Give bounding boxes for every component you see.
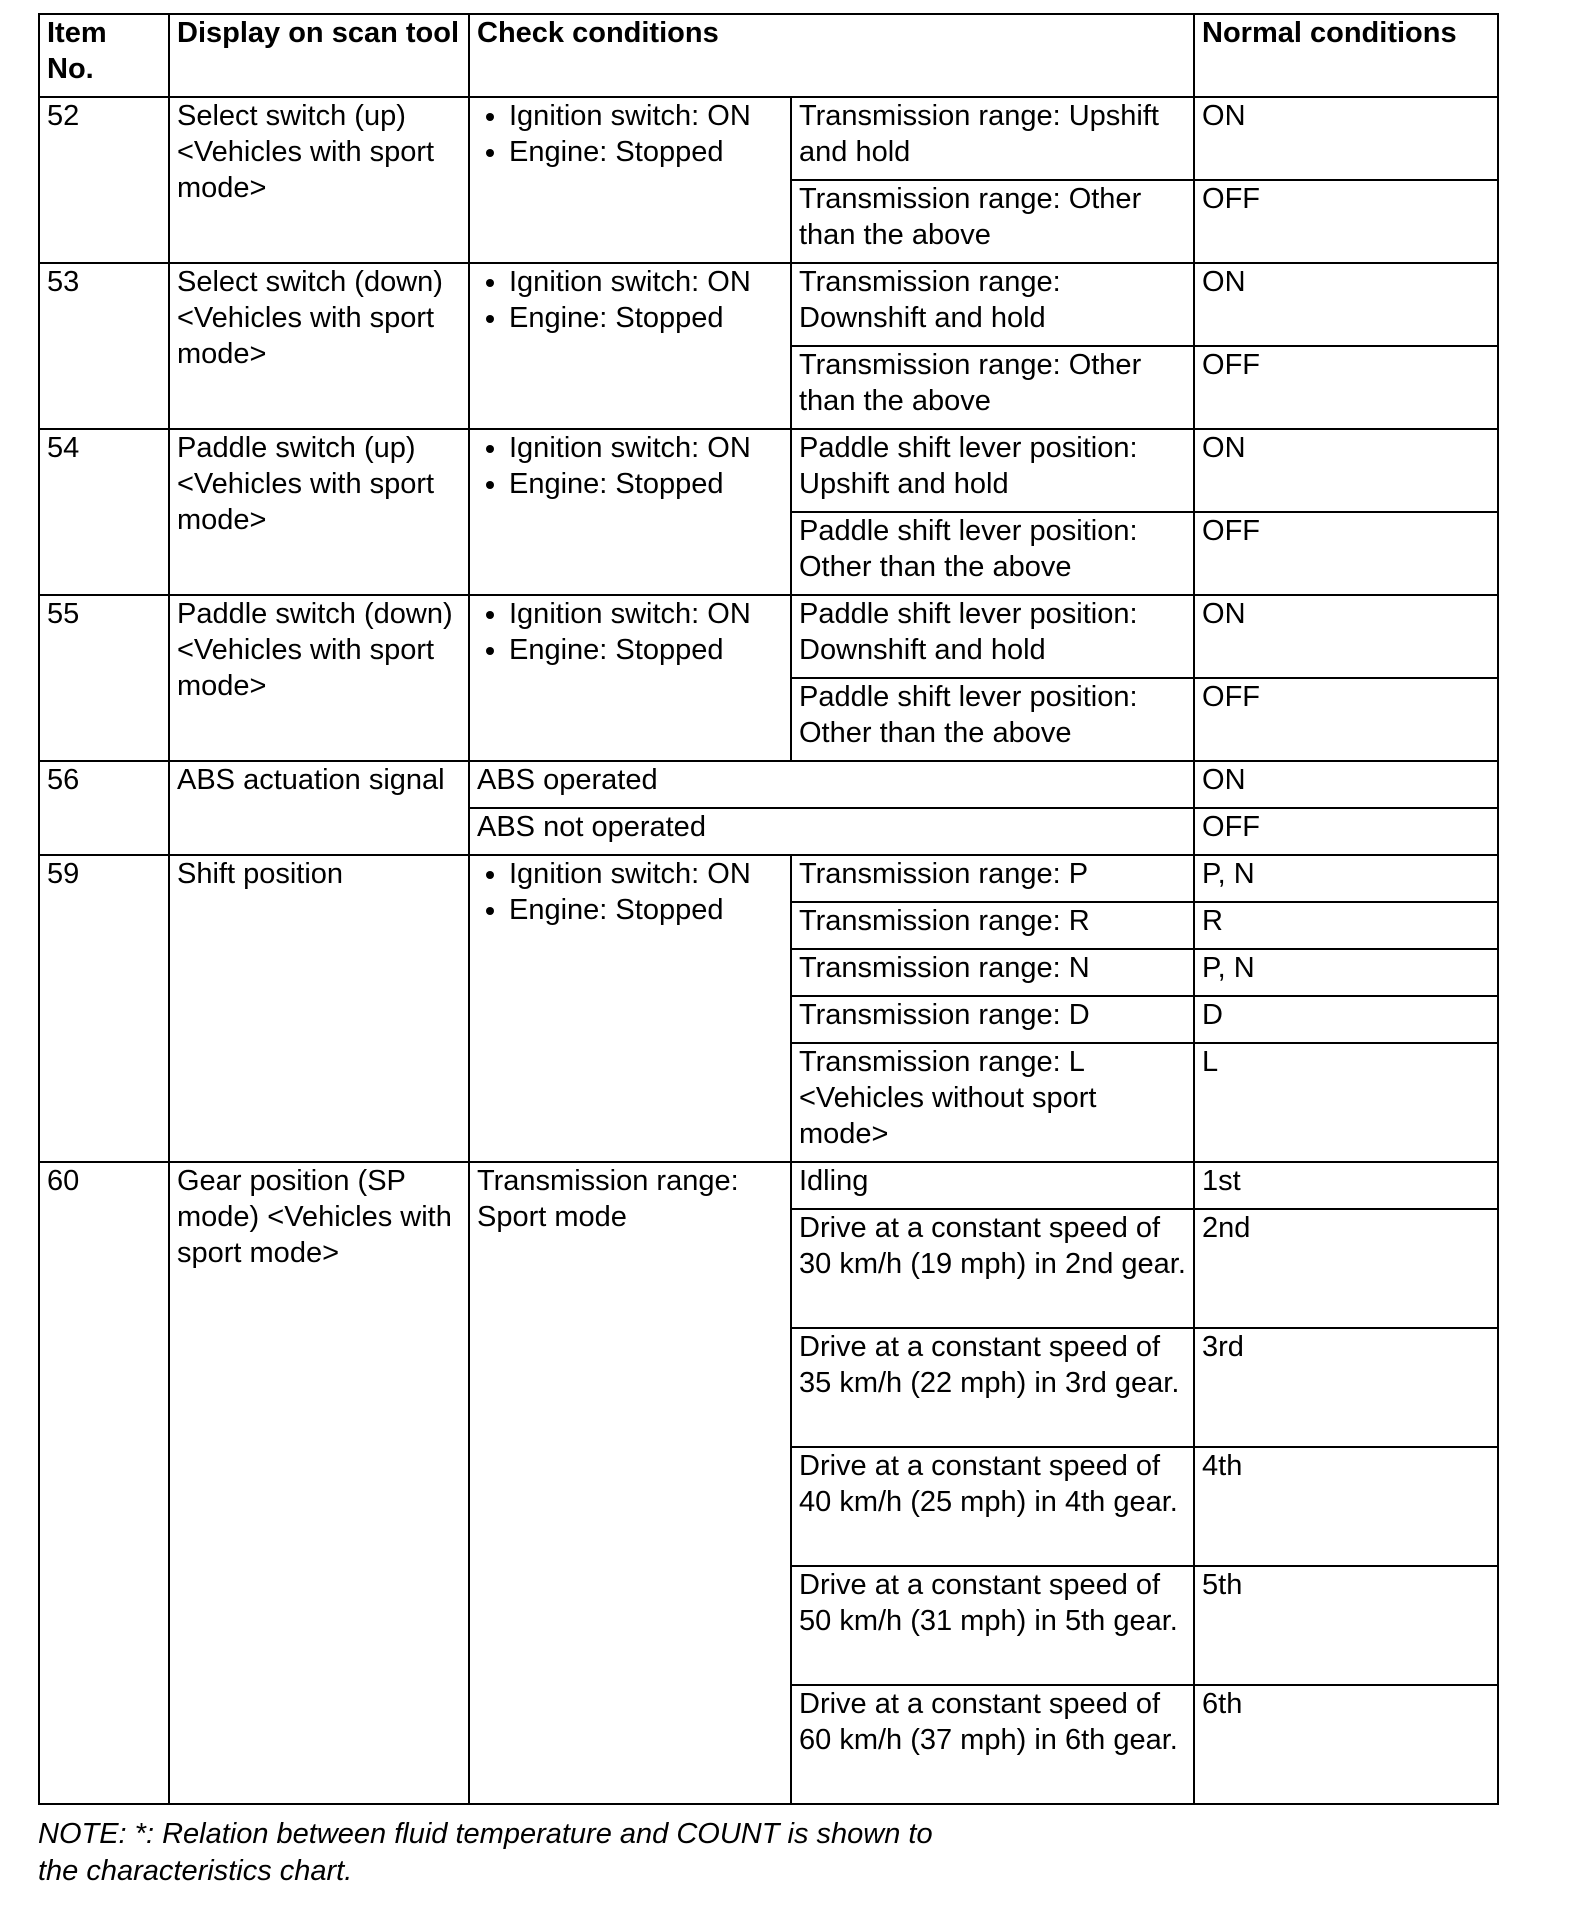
- header-normal-conditions: Normal conditions: [1194, 14, 1498, 97]
- condition-cell: Transmission range: Downshift and hold: [791, 263, 1194, 346]
- bullet-ignition: • Ignition switch: ON: [509, 430, 783, 466]
- bullet-engine: • Engine: Stopped: [509, 892, 783, 928]
- table-header-row: [39, 14, 1498, 97]
- normal-cell: OFF: [1194, 512, 1498, 595]
- bullet-ignition: • Ignition switch: ON: [509, 264, 783, 300]
- item-number: 55: [39, 595, 169, 761]
- normal-cell: R: [1194, 902, 1498, 949]
- display-label: Gear position (SP mode) <Vehicles with sport mode>: [169, 1162, 469, 1804]
- item-number: 56: [39, 761, 169, 855]
- table-row: [39, 595, 1498, 678]
- check-bullets: [469, 855, 791, 1162]
- item-number: 52: [39, 97, 169, 263]
- item-number: 53: [39, 263, 169, 429]
- display-label: Select switch (down) <Vehicles with sport mode>: [169, 263, 469, 429]
- normal-cell: 5th: [1194, 1566, 1498, 1685]
- display-label: Select switch (up) <Vehicles with sport mode>: [169, 97, 469, 263]
- bullet-ignition: • Ignition switch: ON: [509, 98, 783, 134]
- normal-cell: OFF: [1194, 346, 1498, 429]
- normal-cell: 6th: [1194, 1685, 1498, 1804]
- condition-cell: Transmission range: L <Vehicles without sport mode>: [791, 1043, 1194, 1162]
- condition-cell: Drive at a constant speed of 40 km/h (25 mph) in 4th gear.: [791, 1447, 1194, 1566]
- display-label: Shift position: [169, 855, 469, 1162]
- normal-cell: 4th: [1194, 1447, 1498, 1566]
- normal-cell: 2nd: [1194, 1209, 1498, 1328]
- condition-cell: Transmission range: D: [791, 996, 1194, 1043]
- bullet-engine: • Engine: Stopped: [509, 300, 783, 336]
- condition-cell: Transmission range: Other than the above: [791, 180, 1194, 263]
- scan-tool-data-table: [38, 13, 1499, 1805]
- footnote: NOTE: *: Relation between fluid temperature and COUNT is shown to the characteristics chart.: [38, 1818, 933, 1887]
- table-row: [39, 855, 1498, 902]
- condition-cell: Idling: [791, 1162, 1194, 1209]
- normal-cell: OFF: [1194, 678, 1498, 761]
- normal-cell: 1st: [1194, 1162, 1498, 1209]
- table-row: [39, 761, 1498, 808]
- condition-cell: Transmission range: Other than the above: [791, 346, 1194, 429]
- bullet-engine: • Engine: Stopped: [509, 134, 783, 170]
- condition-cell: Transmission range: R: [791, 902, 1194, 949]
- bullet-engine: • Engine: Stopped: [509, 466, 783, 502]
- display-label: Paddle switch (down) <Vehicles with sport mode>: [169, 595, 469, 761]
- condition-cell: Transmission range: P: [791, 855, 1194, 902]
- condition-cell: ABS not operated: [469, 808, 1194, 855]
- check-bullets: [469, 429, 791, 595]
- display-label: ABS actuation signal: [169, 761, 469, 855]
- condition-cell: Paddle shift lever position: Downshift and hold: [791, 595, 1194, 678]
- bullet-engine: • Engine: Stopped: [509, 632, 783, 668]
- item-number: 60: [39, 1162, 169, 1804]
- normal-cell: ON: [1194, 429, 1498, 512]
- normal-cell: P, N: [1194, 949, 1498, 996]
- condition-cell: Drive at a constant speed of 60 km/h (37 mph) in 6th gear.: [791, 1685, 1194, 1804]
- normal-cell: P, N: [1194, 855, 1498, 902]
- bullet-ignition: • Ignition switch: ON: [509, 856, 783, 892]
- condition-cell: Paddle shift lever position: Other than the above: [791, 678, 1194, 761]
- condition-cell: Transmission range: Upshift and hold: [791, 97, 1194, 180]
- check-bullets: [469, 263, 791, 429]
- item-number: 59: [39, 855, 169, 1162]
- table-row: [39, 97, 1498, 180]
- normal-cell: 3rd: [1194, 1328, 1498, 1447]
- display-label: Paddle switch (up) <Vehicles with sport mode>: [169, 429, 469, 595]
- bullet-ignition: • Ignition switch: ON: [509, 596, 783, 632]
- condition-cell: Paddle shift lever position: Other than the above: [791, 512, 1194, 595]
- condition-cell: ABS operated: [469, 761, 1194, 808]
- item-number: 54: [39, 429, 169, 595]
- normal-cell: OFF: [1194, 180, 1498, 263]
- normal-cell: ON: [1194, 97, 1498, 180]
- condition-cell: Paddle shift lever position: Upshift and hold: [791, 429, 1194, 512]
- condition-cell: Transmission range: N: [791, 949, 1194, 996]
- table-row: [39, 1162, 1498, 1209]
- header-display: Display on scan tool: [169, 14, 469, 97]
- header-check-conditions: Check conditions: [469, 14, 1194, 97]
- normal-cell: L: [1194, 1043, 1498, 1162]
- normal-cell: D: [1194, 996, 1498, 1043]
- check-text: Transmission range: Sport mode: [469, 1162, 791, 1804]
- check-bullets: [469, 595, 791, 761]
- normal-cell: ON: [1194, 263, 1498, 346]
- normal-cell: ON: [1194, 595, 1498, 678]
- header-item-no: Item No.: [39, 14, 169, 97]
- table-row: [39, 429, 1498, 512]
- normal-cell: OFF: [1194, 808, 1498, 855]
- normal-cell: ON: [1194, 761, 1498, 808]
- table-row: [39, 263, 1498, 346]
- condition-cell: Drive at a constant speed of 50 km/h (31 mph) in 5th gear.: [791, 1566, 1194, 1685]
- check-bullets: [469, 97, 791, 263]
- condition-cell: Drive at a constant speed of 35 km/h (22 mph) in 3rd gear.: [791, 1328, 1194, 1447]
- condition-cell: Drive at a constant speed of 30 km/h (19 mph) in 2nd gear.: [791, 1209, 1194, 1328]
